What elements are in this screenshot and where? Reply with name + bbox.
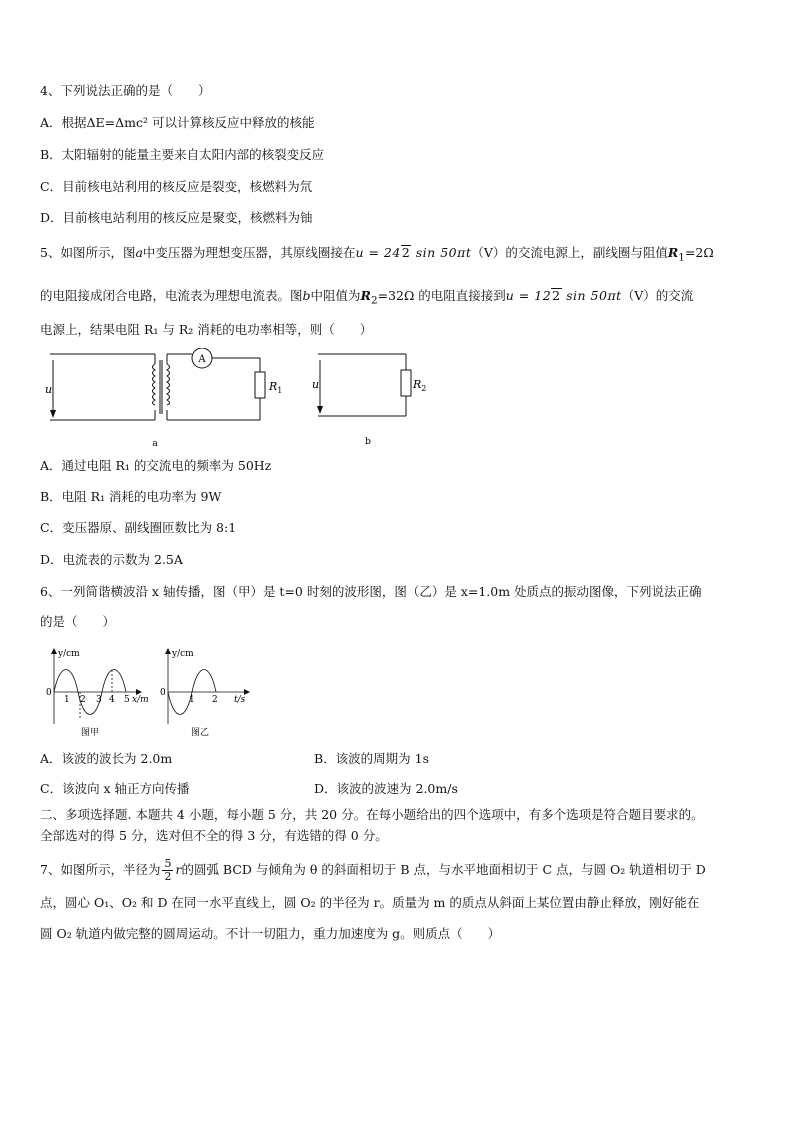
q6-yi-caption: 图乙	[190, 728, 210, 738]
q5-figure-b	[308, 348, 428, 448]
q6-stem-line2: 的是（ ）	[40, 614, 116, 629]
q6-jia-ylabel: y/cm	[58, 649, 80, 659]
q6-jia-xlabel: x/m	[132, 695, 149, 705]
q5-option-b: B．电阻 R₁ 消耗的电功率为 9W	[40, 489, 222, 504]
q5-stem-line3: 电源上，结果电阻 R₁ 与 R₂ 消耗的电功率相等，则（ ）	[40, 322, 373, 337]
q6-figure-yi	[160, 644, 260, 739]
q6-jia-tick-2: 2	[80, 695, 86, 705]
q7-stem-line3: 圆 O₂ 轨道内做完整的圆周运动。不计一切阻力，重力加速度为 g。则质点（ ）	[40, 926, 501, 941]
q4-option-d: D．目前核电站利用的核反应是聚变，核燃料为铀	[40, 210, 313, 225]
q7-stem-line2: 点，圆心 O₁、O₂ 和 D 在同一水平直线上，圆 O₂ 的半径为 r。质量为 m 的质点从斜面上某位置由静止释放，刚好能在	[40, 895, 700, 910]
q5-figure-a-caption: a	[152, 439, 158, 448]
q6-yi-origin: 0	[160, 688, 166, 698]
q4-option-c: C．目前核电站利用的核反应是裂变，核燃料为氘	[40, 179, 313, 194]
q5-figure-a-u-label: u	[45, 383, 53, 396]
q5-stem-line2: 的电阻接成闭合电路，电流表为理想电流表。图b中阻值为$R_2=32\Omega$ 的电阻直接接到u = 122 sin 50πt（V）的交流	[40, 288, 694, 307]
q6-yi-ylabel: y/cm	[172, 649, 194, 659]
q6-jia-tick-3: 3	[96, 695, 102, 705]
q5-option-d: D．电流表的示数为 2.5A	[40, 552, 183, 567]
q6-stem-line1: 6、一列简谐横波沿 x 轴传播，图（甲）是 t=0 时刻的波形图，图（乙）是 x=1.0m 处质点的振动图像，下列说法正确	[40, 584, 702, 599]
q6-yi-xlabel: t/s	[234, 695, 246, 705]
q5-option-c: C．变压器原、副线圈匝数比为 8:1	[40, 520, 237, 535]
q6-option-d: D．该波的波速为 2.0m/s	[314, 781, 458, 796]
q5-figure-b-r2-label: $R_2$	[413, 378, 427, 393]
q5-formula-2: u = 122 sin 50πt	[505, 288, 622, 303]
q6-jia-tick-4: 4	[109, 695, 115, 705]
q6-option-b: B．该波的周期为 1s	[314, 751, 430, 766]
q4-option-a: A．根据ΔE=Δmc² 可以计算核反应中释放的核能	[40, 115, 315, 130]
section2-heading-line2: 全部选对的得 5 分，选对但不全的得 3 分，有选错的得 0 分。	[40, 828, 388, 843]
q6-jia-tick-1: 1	[64, 695, 70, 705]
q6-option-c: C．该波向 x 轴正方向传播	[40, 781, 190, 796]
section2-heading-line1: 二、多项选择题. 本题共 4 小题，每小题 5 分，共 20 分。在每小题给出的四个选项中，有多个选项是符合题目要求的。	[40, 807, 704, 822]
q7-stem-line1: 7、如图所示，半径为 $\frac{5}{2}$ r的圆弧 BCD 与倾角为 θ 的斜面相切于 B 点，与水平地面相切于 C 点，与圆 O₂ 轨道相切于 D	[40, 857, 706, 883]
q5-figure-b-u-label: u	[312, 378, 320, 391]
ammeter-label: A	[198, 354, 206, 365]
q6-yi-tick-2: 2	[212, 695, 218, 705]
q4-option-b: B．太阳辐射的能量主要来自太阳内部的核裂变反应	[40, 147, 325, 162]
q7-fraction: $\frac{5}{2}$	[164, 857, 172, 883]
q4-stem: 4、下列说法正确的是（ ）	[40, 83, 211, 98]
q6-option-a: A．该波的波长为 2.0m	[40, 751, 173, 766]
q5-figure-a	[40, 348, 290, 448]
q6-jia-caption: 图甲	[80, 728, 100, 738]
q6-figure-jia	[40, 644, 155, 739]
q6-yi-tick-1: 1	[189, 695, 195, 705]
q6-jia-origin: 0	[46, 688, 52, 698]
q5-figure-b-caption: b	[365, 437, 371, 447]
q6-jia-tick-5: 5	[124, 695, 130, 705]
q5-option-a: A．通过电阻 R₁ 的交流电的频率为 50Hz	[40, 458, 272, 473]
q5-stem-line1: 5、如图所示，图a中变压器为理想变压器，其原线圈接在u = 242 sin 50πt（V）的交流电源上，副线圈与阻值$R_1=2\Omega$	[40, 245, 714, 264]
q5-figure-a-r1-label: $R_1$	[269, 380, 283, 395]
q5-formula-1: u = 242 sin 50πt	[355, 245, 472, 260]
